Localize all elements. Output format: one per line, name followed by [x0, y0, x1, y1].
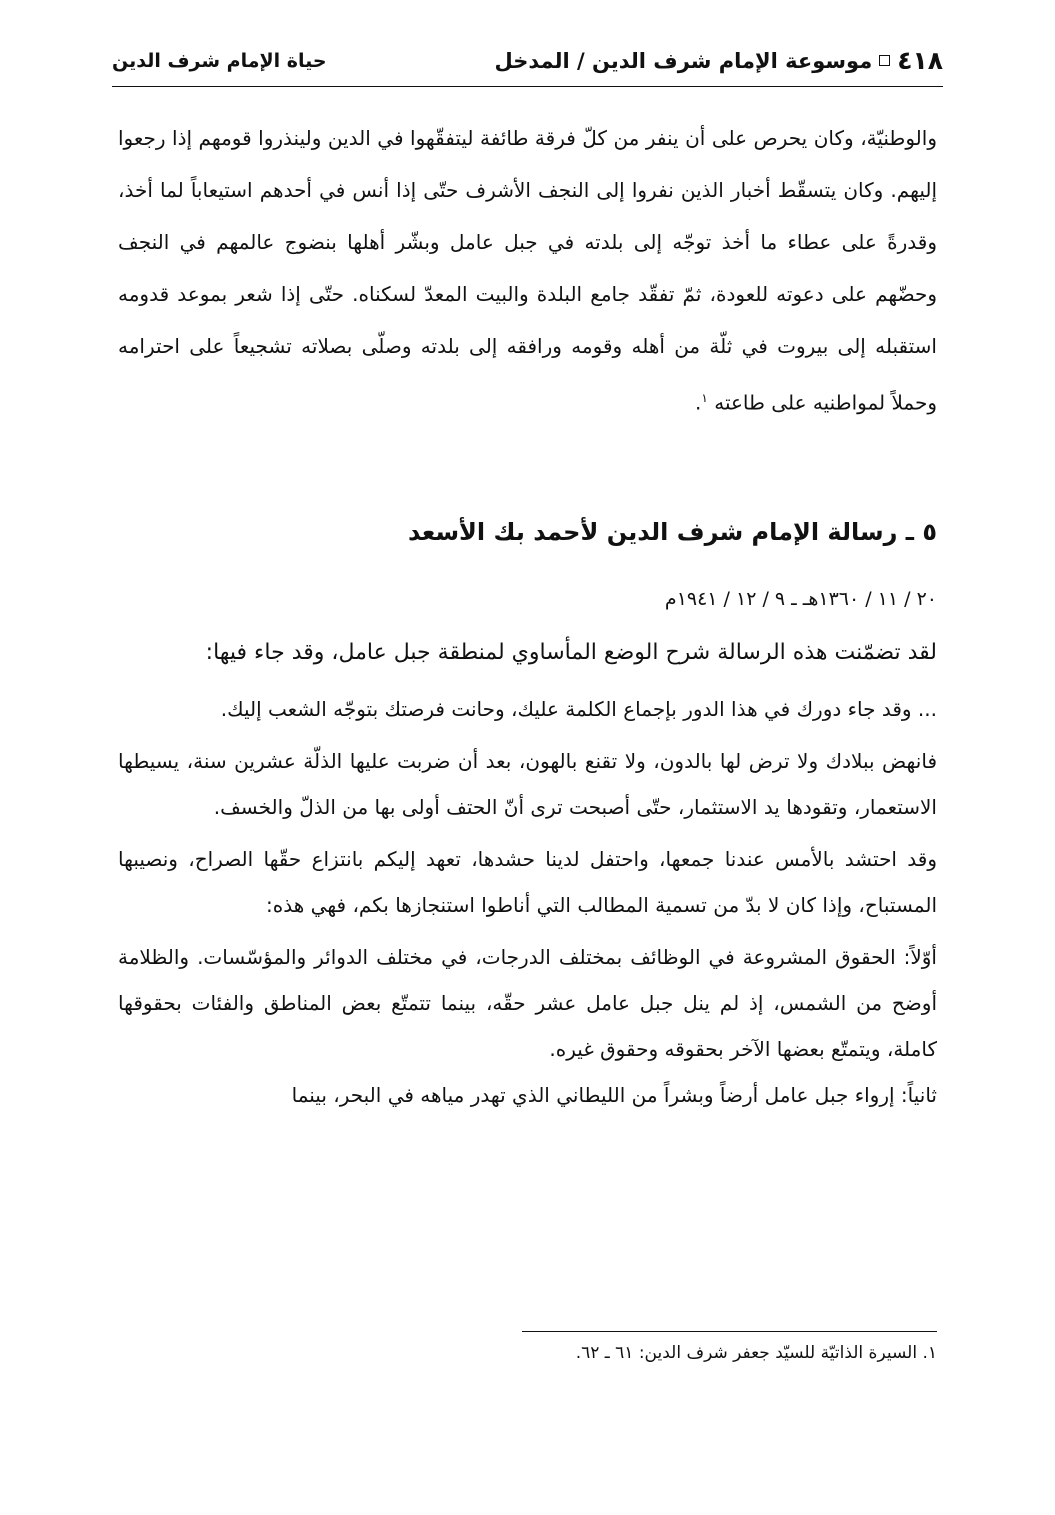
- header-rule: [112, 86, 943, 87]
- chapter-title: حياة الإمام شرف الدين: [112, 50, 327, 72]
- page-number: ٤١٨: [897, 46, 943, 75]
- letter-text: [118, 686, 937, 1118]
- footnote-rule: [522, 1331, 937, 1332]
- page-header: [112, 42, 943, 82]
- footnote-marker: ١: [701, 391, 708, 405]
- letter-paragraph: ثانياً: إرواء جبل عامل أرضاً وبشراً من الليطاني الذي تهدر مياهه في البحر، بينما: [291, 1083, 937, 1107]
- letter-paragraph: ... وقد جاء دورك في هذا الدور بإجماع الكلمة عليك، وحانت فرصتك بتوجّه الشعب إليك.: [220, 697, 937, 721]
- letter-paragraph: أوّلاً: الحقوق المشروعة في الوظائف بمختلف الدرجات، في مختلف الدوائر والمؤسّسات. والظلامة أوضح من الشمس، إذ لم ينل جبل عامل عشر حقّه، بينما تتمتّع بعض المناطق والفئات بحقوقها كاملة، ويتمتّع بعضها الآخر بحقوقه وحقوق غيره.: [118, 945, 937, 1061]
- paragraph: والوطنيّة، وكان يحرص على أن ينفر من كلّ فرقة طائفة ليتفقّهوا في الدين ولينذروا قومهم إذا رجعوا إليهم. وكان يتسقّط أخبار الذين نفروا إلى النجف الأشرف حتّى إذا أنس في أحدهم استيعاباً لما أخذ، وقدرةً على عطاء ما أخذ توجّه إلى بلدته في جبل عامل وبشّر أهلها بنضوج عالمهم في النجف وحضّهم على دعوته للعودة، ثمّ تفقّد جامع البلدة والبيت المعدّ لسكناه. حتّى إذا شعر بموعد قدومه استقبله إلى بيروت في ثلّة من أهله وقومه ورافقه إلى بلدته وصلّى بصلاته تشجيعاً على احترامه وحملاً لمواطنيه على طاعته $^١$.: [118, 126, 937, 415]
- square-separator-icon: [879, 55, 890, 66]
- section-1-text: [118, 112, 937, 429]
- letter-intro: لقد تضمّنت هذه الرسالة شرح الوضع المأساوي لمنطقة جبل عامل، وقد جاء فيها:: [205, 640, 937, 665]
- header-book-info: [495, 46, 943, 75]
- paragraph-text: والوطنيّة، وكان يحرص على أن ينفر من كلّ فرقة طائفة ليتفقّهوا في الدين ولينذروا قومهم إذا رجعوا إليهم. وكان يتسقّط أخبار الذين نفروا إلى النجف الأشرف حتّى إذا أنس في أحدهم استيعاباً لما أخذ، وقدرةً على عطاء ما أخذ توجّه إلى بلدته في جبل عامل وبشّر أهلها بنضوج عالمهم في النجف وحضّهم على دعوته للعودة، ثمّ تفقّد جامع البلدة والبيت المعدّ لسكناه. حتّى إذا شعر بموعد قدومه استقبله إلى بيروت في ثلّة من أهله وقومه ورافقه إلى بلدته وصلّى بصلاته تشجيعاً على احترامه وحملاً لمواطنيه على طاعته: [118, 126, 937, 415]
- letter-paragraph: وقد احتشد بالأمس عندنا جمعها، واحتفل لدينا حشدها، تعهد إليكم بانتزاع حقّها الصراح، ونصيبها المستباح، وإذا كان لا بدّ من تسمية المطالب التي أناطوا استنجازها بكم، فهي هذه:: [118, 847, 937, 917]
- letter-date: ٢٠ / ١١ / ١٣٦٠هـ ـ ٩ / ١٢ / ١٩٤١م: [664, 588, 937, 610]
- letter-paragraph: فانهض ببلادك ولا ترض لها بالدون، ولا تقنع بالهون، بعد أن ضربت عليها الذلّة عشرين سنة، يسيطها الاستعمار، وتقودها يد الاستثمار، حتّى أصبحت ترى أنّ الحتف أولى بها من الذلّ والخسف.: [118, 749, 937, 819]
- footnote: ١. السيرة الذاتيّة للسيّد جعفر شرف الدين: ٦١ ـ ٦٢.: [575, 1343, 937, 1363]
- book-title: موسوعة الإمام شرف الدين / المدخل: [494, 48, 873, 73]
- section-heading: ٥ ـ رسالة الإمام شرف الدين لأحمد بك الأسعد: [408, 518, 937, 546]
